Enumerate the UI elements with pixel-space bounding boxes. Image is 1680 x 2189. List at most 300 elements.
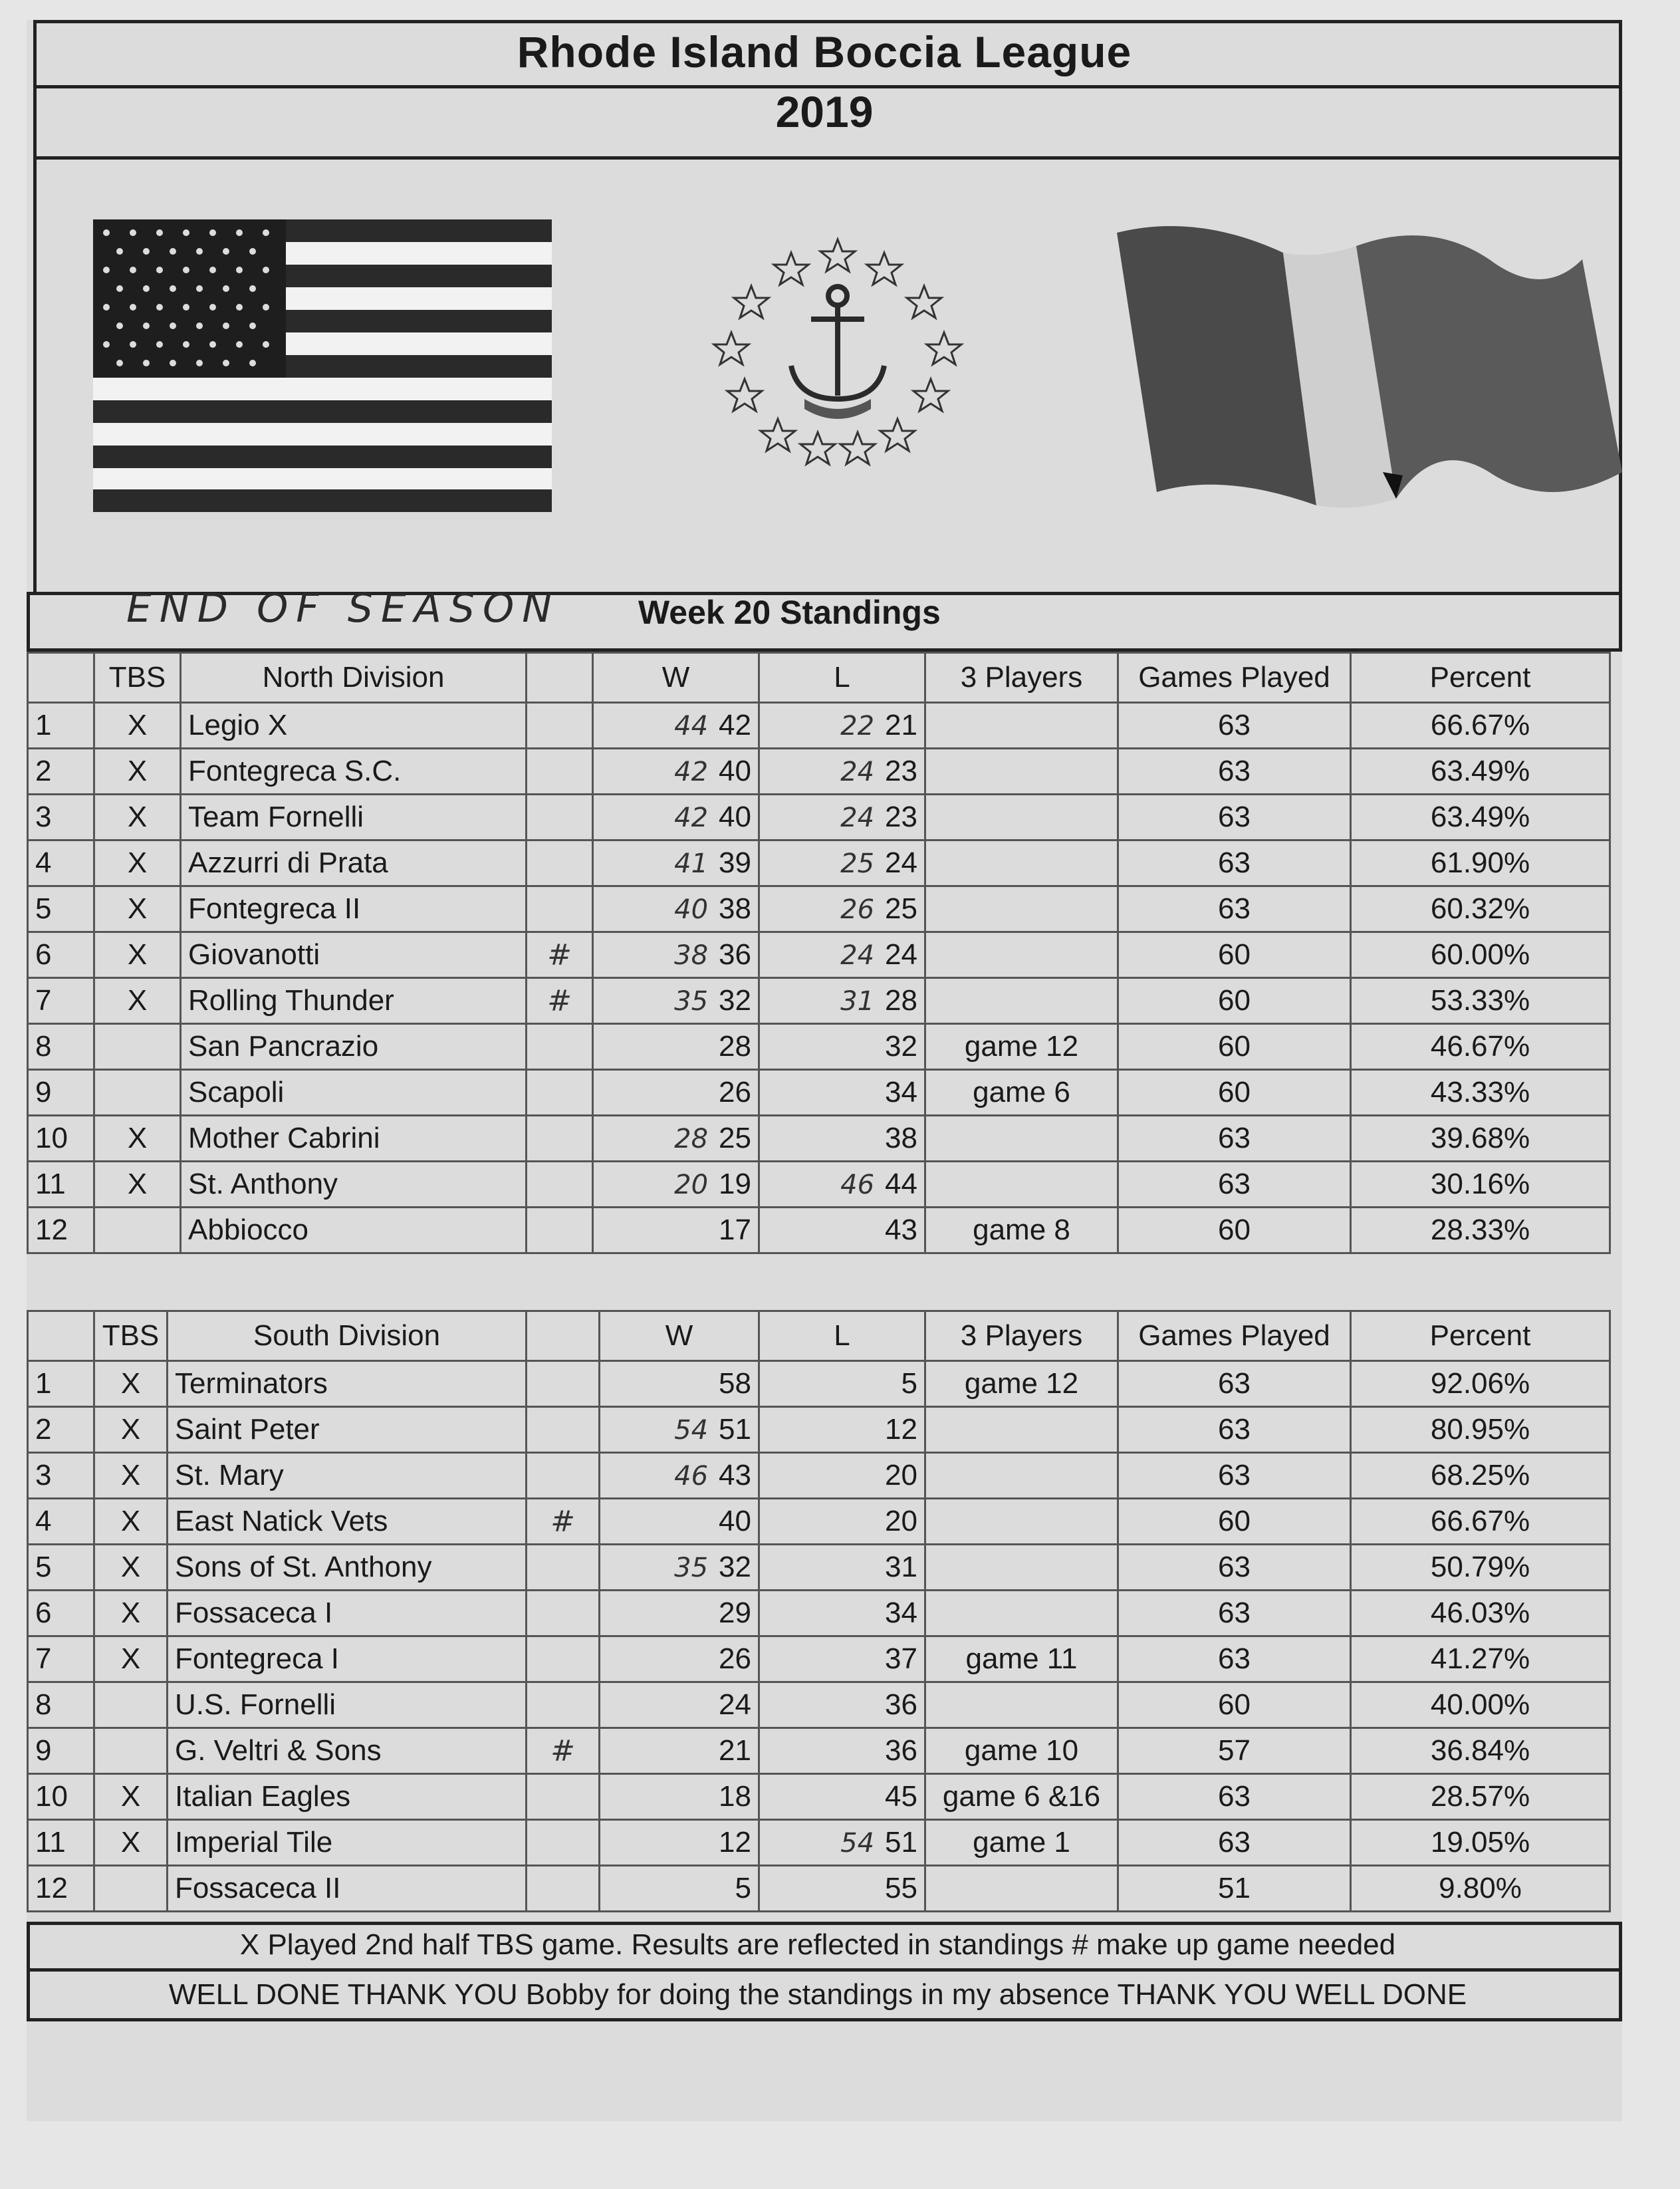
wins-value: 39 (719, 846, 751, 879)
wins-cell (600, 1453, 759, 1499)
team-name: East Natick Vets (175, 1505, 388, 1537)
percent-cell (1351, 932, 1610, 978)
losses-value: 34 (885, 1597, 917, 1629)
wins-value: 51 (719, 1413, 751, 1446)
team-cell (168, 1499, 527, 1545)
three-players-cell (925, 1820, 1118, 1866)
makeup-mark-cell (527, 1208, 593, 1253)
table-row (28, 1453, 1610, 1499)
wins-header: W (593, 653, 759, 703)
games-played-cell (1118, 1162, 1351, 1208)
rank-cell (28, 1866, 94, 1912)
rank-value: 10 (35, 1122, 68, 1154)
tbs-cell (94, 840, 181, 886)
team-name: Saint Peter (175, 1413, 320, 1446)
games-played-value: 60 (1218, 1030, 1251, 1063)
tbs-value: X (120, 1826, 141, 1859)
wins-handwritten: 20 (674, 1170, 709, 1200)
rank-cell (28, 1636, 94, 1682)
makeup-mark-cell (527, 1682, 600, 1728)
tbs-value: X (120, 1642, 141, 1675)
losses-cell (759, 1070, 925, 1116)
wins-handwritten: 41 (674, 848, 709, 879)
losses-cell (759, 703, 925, 749)
table-row (28, 795, 1610, 840)
italian-flag-image (1117, 219, 1622, 512)
tbs-cell (94, 1545, 168, 1591)
three-players-cell (925, 1453, 1118, 1499)
losses-cell (759, 1591, 925, 1636)
table-row (28, 1208, 1610, 1253)
losses-header: L (759, 653, 925, 703)
rank-cell (28, 1024, 94, 1070)
percent-value: 19.05% (1430, 1826, 1530, 1859)
wins-cell (593, 749, 759, 795)
percent-cell (1351, 1545, 1610, 1591)
games-played-value: 63 (1218, 1780, 1251, 1813)
wins-cell (600, 1866, 759, 1912)
rank-value: 2 (35, 1413, 52, 1446)
wins-cell (593, 1116, 759, 1162)
losses-value: 51 (885, 1826, 917, 1859)
wins-cell (593, 932, 759, 978)
team-name: Fossaceca I (175, 1597, 333, 1629)
games-played-cell (1118, 703, 1351, 749)
percent-value: 63.49% (1430, 801, 1530, 833)
standings-sheet (27, 20, 1622, 2121)
games-played-value: 60 (1218, 1076, 1251, 1108)
rank-cell (28, 1162, 94, 1208)
tbs-cell (94, 703, 181, 749)
three-players-cell (925, 1682, 1118, 1728)
losses-value: 32 (885, 1030, 917, 1063)
makeup-mark-cell (527, 1545, 600, 1591)
rank-cell (28, 886, 94, 932)
makeup-mark-cell (527, 1774, 600, 1820)
tbs-value: X (120, 1551, 141, 1583)
three-players-cell (925, 1774, 1118, 1820)
tbs-value: X (127, 892, 148, 925)
losses-cell (759, 1407, 925, 1453)
table-row (28, 1361, 1610, 1407)
losses-value: 20 (885, 1505, 917, 1537)
wins-value: 24 (719, 1688, 751, 1721)
losses-handwritten: 22 (840, 711, 875, 741)
team-name: Fossaceca II (175, 1872, 341, 1904)
losses-cell (759, 795, 925, 840)
three-players-value: game 6 &16 (942, 1780, 1101, 1813)
legend-note: X Played 2nd half TBS game. Results are reflected in standings # make up game needed (239, 1928, 1396, 1961)
makeup-mark-cell (527, 886, 593, 932)
games-played-cell (1118, 1116, 1351, 1162)
tbs-value: X (127, 1122, 148, 1154)
wins-handwritten: 40 (674, 894, 709, 925)
rank-value: 7 (35, 1642, 52, 1675)
rank-value: 4 (35, 846, 52, 879)
three-players-cell (925, 1545, 1118, 1591)
percent-cell (1351, 795, 1610, 840)
table-row (28, 840, 1610, 886)
losses-value: 36 (885, 1688, 917, 1721)
games-played-cell (1118, 1453, 1351, 1499)
losses-cell (759, 1545, 925, 1591)
percent-value: 60.00% (1430, 938, 1530, 971)
team-cell (168, 1682, 527, 1728)
losses-value: 20 (885, 1459, 917, 1491)
wins-value: 17 (719, 1214, 751, 1246)
games-played-cell (1118, 840, 1351, 886)
wins-cell (600, 1820, 759, 1866)
percent-cell (1351, 1453, 1610, 1499)
games-played-cell (1118, 749, 1351, 795)
rank-value: 12 (35, 1872, 68, 1904)
team-cell (168, 1591, 527, 1636)
rank-value: 1 (35, 1367, 52, 1400)
games-played-value: 60 (1218, 938, 1251, 971)
wins-value: 32 (719, 984, 751, 1017)
percent-value: 43.33% (1430, 1076, 1530, 1108)
makeup-mark-cell (527, 1866, 600, 1912)
wins-value: 29 (719, 1597, 751, 1629)
rank-value: 5 (35, 892, 52, 925)
team-name: Giovanotti (188, 938, 320, 971)
games-played-cell (1118, 886, 1351, 932)
losses-value: 5 (901, 1367, 917, 1400)
losses-cell (759, 1728, 925, 1774)
three-players-cell (925, 840, 1118, 886)
makeup-mark: # (550, 1504, 575, 1539)
wins-value: 58 (719, 1367, 751, 1400)
tbs-header: TBS (94, 653, 181, 703)
losses-value: 23 (885, 755, 917, 787)
wins-value: 38 (719, 892, 751, 925)
rank-cell (28, 978, 94, 1024)
games-played-cell (1118, 1591, 1351, 1636)
table-row (28, 886, 1610, 932)
percent-cell (1351, 1070, 1610, 1116)
wins-handwritten: 44 (674, 711, 709, 741)
rank-cell (28, 932, 94, 978)
rank-value: 1 (35, 709, 52, 741)
team-name: Imperial Tile (175, 1826, 333, 1859)
makeup-mark-cell (527, 978, 593, 1024)
percent-value: 41.27% (1430, 1642, 1530, 1675)
rank-cell (28, 1591, 94, 1636)
losses-value: 37 (885, 1642, 917, 1675)
games-played-value: 63 (1218, 1413, 1251, 1446)
wins-cell (593, 1070, 759, 1116)
rank-value: 12 (35, 1214, 68, 1246)
tbs-cell (94, 1682, 168, 1728)
losses-value: 38 (885, 1122, 917, 1154)
three-players-cell (925, 1728, 1118, 1774)
three-players-cell (925, 1208, 1118, 1253)
tbs-value: X (120, 1367, 141, 1400)
team-cell (168, 1774, 527, 1820)
team-cell (181, 1208, 527, 1253)
percent-cell (1351, 1682, 1610, 1728)
games-played-cell (1118, 1361, 1351, 1407)
makeup-mark-cell (527, 1820, 600, 1866)
rank-value: 4 (35, 1505, 52, 1537)
makeup-mark-cell (527, 840, 593, 886)
team-name: Scapoli (188, 1076, 285, 1108)
wins-value: 36 (719, 938, 751, 971)
rank-cell (28, 1361, 94, 1407)
makeup-mark-cell (527, 1636, 600, 1682)
tbs-value: X (127, 938, 148, 971)
rank-cell (28, 795, 94, 840)
three-players-cell (925, 978, 1118, 1024)
games-played-cell (1118, 1728, 1351, 1774)
team-name: Abbiocco (188, 1214, 309, 1246)
tbs-cell (94, 1407, 168, 1453)
three-players-header: 3 Players (925, 1311, 1118, 1361)
three-players-cell (925, 1116, 1118, 1162)
games-played-value: 60 (1218, 1505, 1251, 1537)
games-played-value: 60 (1218, 1214, 1251, 1246)
three-players-cell (925, 1162, 1118, 1208)
wins-header: W (600, 1311, 759, 1361)
team-cell (168, 1545, 527, 1591)
percent-value: 53.33% (1430, 984, 1530, 1017)
games-played-cell (1118, 1774, 1351, 1820)
team-cell (168, 1361, 527, 1407)
three-players-header: 3 Players (925, 653, 1118, 703)
rank-cell (28, 1545, 94, 1591)
team-cell (181, 1070, 527, 1116)
makeup-mark: # (550, 1734, 575, 1768)
wins-cell (593, 978, 759, 1024)
games-played-header: Games Played (1118, 653, 1351, 703)
losses-handwritten: 24 (840, 757, 875, 787)
team-cell (168, 1407, 527, 1453)
tbs-value: X (127, 709, 148, 741)
three-players-cell (925, 1407, 1118, 1453)
wins-cell (600, 1682, 759, 1728)
tbs-cell (94, 1866, 168, 1912)
us-flag-image (93, 219, 552, 512)
tbs-cell (94, 1820, 168, 1866)
makeup-mark-cell (527, 1453, 600, 1499)
rank-cell (28, 1070, 94, 1116)
table-row (28, 1545, 1610, 1591)
percent-value: 28.33% (1430, 1214, 1530, 1246)
losses-value: 43 (885, 1214, 917, 1246)
rank-value: 2 (35, 755, 52, 787)
three-players-cell (925, 1499, 1118, 1545)
percent-value: 92.06% (1430, 1367, 1530, 1400)
wins-value: 40 (719, 801, 751, 833)
losses-cell (759, 1024, 925, 1070)
percent-cell (1351, 1591, 1610, 1636)
tbs-cell (94, 1774, 168, 1820)
makeup-mark-cell (527, 1024, 593, 1070)
three-players-value: game 11 (965, 1642, 1078, 1675)
wins-handwritten: 46 (674, 1461, 709, 1491)
rank-value: 9 (35, 1734, 52, 1767)
losses-value: 24 (885, 846, 917, 879)
season-year: 2019 (775, 87, 874, 136)
team-cell (181, 749, 527, 795)
losses-handwritten: 26 (840, 894, 875, 925)
percent-value: 68.25% (1430, 1459, 1530, 1491)
rank-value: 6 (35, 938, 52, 971)
percent-value: 40.00% (1430, 1688, 1530, 1721)
losses-value: 55 (885, 1872, 917, 1904)
games-played-value: 63 (1218, 1551, 1251, 1583)
three-players-cell (925, 749, 1118, 795)
rank-cell (28, 1820, 94, 1866)
team-cell (181, 932, 527, 978)
three-players-cell (925, 795, 1118, 840)
percent-value: 39.68% (1430, 1122, 1530, 1154)
games-played-value: 63 (1218, 755, 1251, 787)
percent-value: 61.90% (1430, 846, 1530, 879)
wins-handwritten: 42 (674, 757, 709, 787)
mark-header (527, 1311, 600, 1361)
rank-header (28, 1311, 94, 1361)
wins-value: 19 (719, 1168, 751, 1200)
percent-value: 46.03% (1430, 1597, 1530, 1629)
losses-cell (759, 1636, 925, 1682)
games-played-value: 63 (1218, 1168, 1251, 1200)
percent-cell (1351, 1820, 1610, 1866)
north-header-row (28, 653, 1610, 703)
games-played-value: 60 (1218, 1688, 1251, 1721)
table-row (28, 749, 1610, 795)
rank-value: 3 (35, 801, 52, 833)
table-row (28, 1774, 1610, 1820)
team-name: San Pancrazio (188, 1030, 379, 1063)
percent-cell (1351, 749, 1610, 795)
team-name: Azzurri di Prata (188, 846, 388, 879)
wins-cell (600, 1361, 759, 1407)
tbs-cell (94, 886, 181, 932)
wins-handwritten: 28 (674, 1124, 709, 1154)
week-standings-title: Week 20 Standings (638, 594, 941, 631)
percent-cell (1351, 1866, 1610, 1912)
makeup-mark-cell (527, 1591, 600, 1636)
losses-cell (759, 1682, 925, 1728)
games-played-value: 63 (1218, 1597, 1251, 1629)
wins-value: 26 (719, 1076, 751, 1108)
losses-handwritten: 31 (840, 986, 875, 1017)
rank-cell (28, 1499, 94, 1545)
games-played-cell (1118, 978, 1351, 1024)
thanks-note: WELL DONE THANK YOU Bobby for doing the standings in my absence THANK YOU WELL DONE (168, 1978, 1467, 2011)
three-players-value: game 6 (973, 1076, 1070, 1108)
losses-value: 25 (885, 892, 917, 925)
percent-cell (1351, 1024, 1610, 1070)
makeup-mark-cell (527, 932, 593, 978)
tbs-cell (94, 1499, 168, 1545)
percent-value: 9.80% (1439, 1872, 1522, 1904)
south-table-body (28, 1311, 1610, 1912)
rank-value: 7 (35, 984, 52, 1017)
tbs-value: X (127, 801, 148, 833)
table-row (28, 1070, 1610, 1116)
rank-cell (28, 840, 94, 886)
games-played-value: 63 (1218, 892, 1251, 925)
rank-value: 8 (35, 1030, 52, 1063)
three-players-value: game 12 (964, 1030, 1079, 1063)
table-row (28, 978, 1610, 1024)
makeup-mark-cell (527, 1070, 593, 1116)
team-name: Terminators (175, 1367, 328, 1400)
percent-value: 66.67% (1430, 1505, 1530, 1537)
rank-value: 9 (35, 1076, 52, 1108)
rank-cell (28, 703, 94, 749)
rank-header (28, 653, 94, 703)
wins-value: 18 (719, 1780, 751, 1813)
makeup-mark-cell (527, 1728, 600, 1774)
percent-header: Percent (1351, 653, 1610, 703)
games-played-cell (1118, 932, 1351, 978)
games-played-value: 63 (1218, 1367, 1251, 1400)
table-row (28, 1116, 1610, 1162)
team-name: Mother Cabrini (188, 1122, 380, 1154)
team-name: U.S. Fornelli (175, 1688, 336, 1721)
mark-header (527, 653, 593, 703)
makeup-mark-cell (527, 1162, 593, 1208)
rank-value: 10 (35, 1780, 68, 1813)
makeup-mark-cell (527, 1407, 600, 1453)
tbs-cell (94, 1361, 168, 1407)
team-cell (181, 1024, 527, 1070)
tbs-cell (94, 1453, 168, 1499)
anchor-seal-image (691, 233, 984, 485)
games-played-cell (1118, 1499, 1351, 1545)
tbs-cell (94, 1070, 181, 1116)
rank-value: 11 (35, 1826, 66, 1859)
table-row (28, 1162, 1610, 1208)
percent-cell (1351, 886, 1610, 932)
table-row (28, 1728, 1610, 1774)
rank-value: 5 (35, 1551, 52, 1583)
games-played-value: 63 (1218, 1459, 1251, 1491)
percent-cell (1351, 1361, 1610, 1407)
rank-cell (28, 1116, 94, 1162)
wins-cell (600, 1728, 759, 1774)
games-played-cell (1118, 1682, 1351, 1728)
three-players-cell (925, 1591, 1118, 1636)
makeup-mark-cell (527, 1361, 600, 1407)
tbs-value: X (127, 1168, 148, 1200)
percent-cell (1351, 1116, 1610, 1162)
games-played-value: 63 (1218, 709, 1251, 741)
losses-cell (759, 1774, 925, 1820)
south-standings-table (27, 1310, 1611, 1912)
makeup-mark-cell (527, 795, 593, 840)
losses-cell (759, 1453, 925, 1499)
table-row (28, 1820, 1610, 1866)
team-name: Team Fornelli (188, 801, 364, 833)
wins-cell (600, 1545, 759, 1591)
makeup-mark: # (547, 983, 572, 1018)
losses-cell (759, 978, 925, 1024)
team-name: St. Anthony (188, 1168, 338, 1200)
games-played-cell (1118, 1407, 1351, 1453)
losses-cell (759, 749, 925, 795)
wins-handwritten: 35 (674, 986, 709, 1017)
losses-value: 23 (885, 801, 917, 833)
team-name: Legio X (188, 709, 288, 741)
rank-cell (28, 1682, 94, 1728)
tbs-cell (94, 1208, 181, 1253)
three-players-cell (925, 703, 1118, 749)
league-title: Rhode Island Boccia League (517, 27, 1132, 76)
